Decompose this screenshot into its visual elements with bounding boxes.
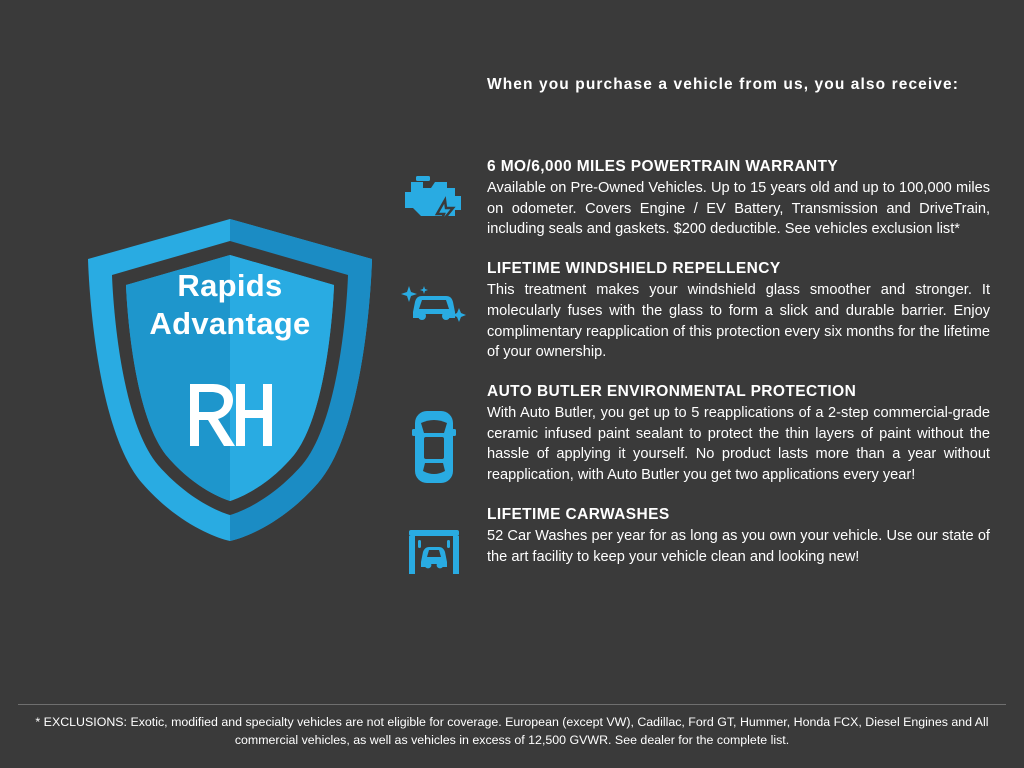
benefit-icon-cell	[380, 383, 487, 485]
car-top-view-icon	[412, 409, 456, 485]
benefit-text-cell	[487, 506, 1000, 567]
benefit-item-windshield-repellency	[380, 260, 1000, 363]
benefit-body: This treatment makes your windshield glass smoother and stronger. It molecularly fuses with the glass to form a slick and durable barrier. Enjoy complimentary reapplication of this protection every six months for the lifetime of your ownership.	[487, 282, 990, 361]
page-headline: When you purchase a vehicle from us, you also receive:	[487, 76, 960, 93]
carwash-icon	[403, 526, 465, 578]
benefit-body: 52 Car Washes per year for as long as you own your vehicle. Use our state of the art facility to keep your vehicle clean and looking new!	[487, 527, 990, 565]
footer-divider	[18, 704, 1006, 705]
shield-graphic	[80, 215, 380, 545]
monogram-logo	[80, 380, 380, 455]
benefit-item-auto-butler	[380, 383, 1000, 486]
benefit-title: LIFETIME WINDSHIELD REPELLENCY	[487, 260, 781, 278]
benefits-list	[380, 158, 1000, 598]
benefit-icon-cell	[380, 506, 487, 578]
benefit-title: AUTO BUTLER ENVIRONMENTAL PROTECTION	[487, 383, 857, 401]
shield-title-line2: Advantage	[149, 305, 311, 341]
benefit-icon-cell	[380, 260, 487, 328]
shield-title	[80, 267, 380, 343]
benefit-item-lifetime-carwashes	[380, 506, 1000, 578]
benefit-body: Available on Pre-Owned Vehicles. Up to 15 years old and up to 100,000 miles on odometer. Covers Engine / EV Battery, Transmission and DriveTrain, including seals and gaskets. $200 deductible. See vehicles exclusion list*	[487, 180, 990, 238]
benefit-text-cell	[487, 260, 1000, 363]
shield-title-line1: Rapids	[177, 268, 283, 303]
benefit-title: LIFETIME CARWASHES	[487, 505, 670, 523]
benefit-item-powertrain-warranty	[380, 158, 1000, 240]
rh-monogram-icon	[180, 380, 280, 450]
engine-icon	[403, 172, 465, 222]
footer-disclaimer: * EXCLUSIONS: Exotic, modified and specialty vehicles are not eligible for coverage. European (except VW), Cadillac, Ford GT, Hummer, Honda FCX, Diesel Engines and All commercial vehicles, as well as vehicles in excess of 12,500 GVWR. See dealer for the complete list.	[35, 715, 989, 747]
benefit-body: With Auto Butler, you get up to 5 reapplications of a 2-step commercial-grade ceramic infused paint sealant to protect the thin layers of paint without the hassle of applying it yourself. No product lasts more than a year without reapplication, with Auto Butler you get two applications every year!	[487, 405, 990, 484]
sparkling-car-icon	[401, 280, 467, 328]
benefit-text-cell	[487, 383, 1000, 486]
benefit-text-cell	[487, 158, 1000, 240]
benefit-icon-cell	[380, 158, 487, 222]
benefit-title: 6 MO/6,000 MILES POWERTRAIN WARRANTY	[487, 158, 839, 175]
